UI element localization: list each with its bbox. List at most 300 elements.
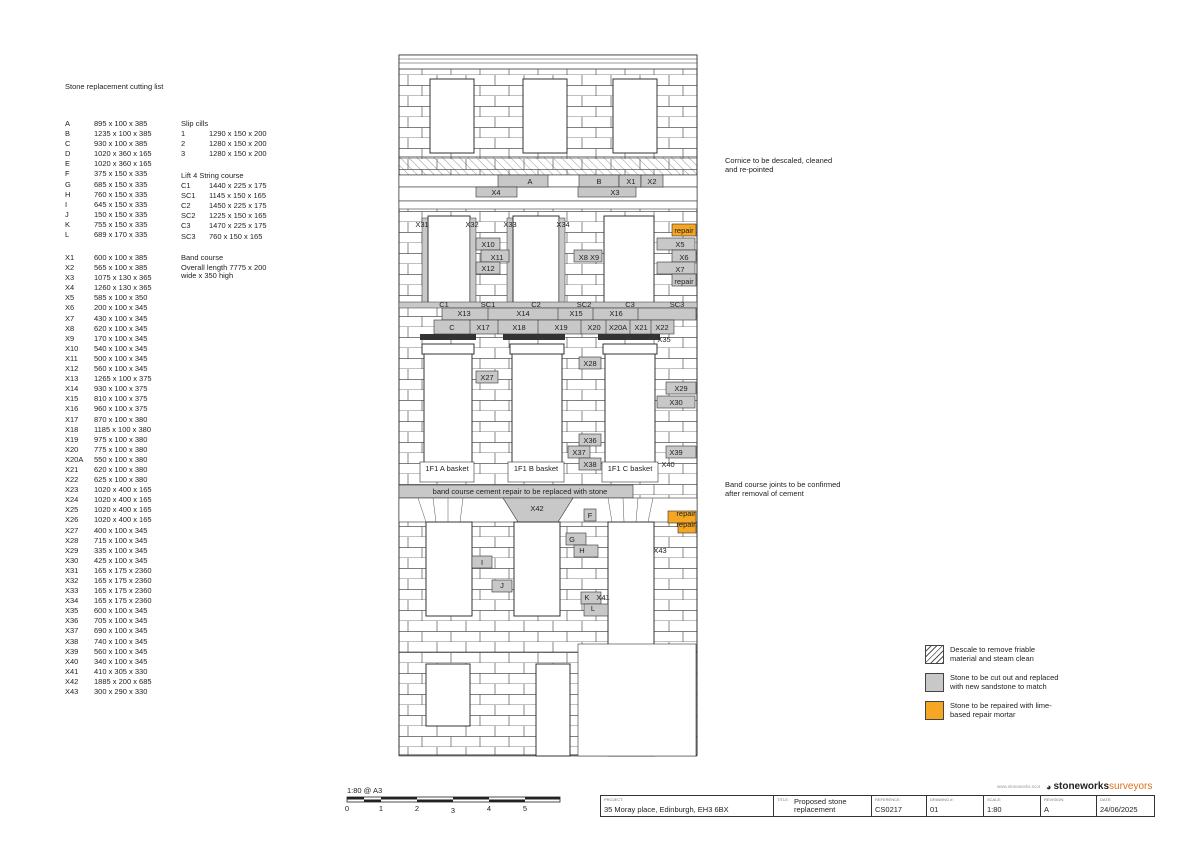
stone-size: 165 x 175 x 2360 — [94, 586, 152, 596]
label-repair-2: repair — [674, 277, 694, 286]
stone-id: X19 — [65, 434, 79, 444]
list-item — [65, 415, 152, 425]
list-item — [65, 526, 152, 536]
stone-id: X22 — [65, 475, 79, 485]
stone-id: SC1 — [181, 191, 196, 201]
list-item — [65, 576, 152, 586]
scale-tick-0: 0 — [344, 804, 350, 813]
stone-id: X20 — [65, 444, 79, 454]
list-item — [65, 200, 152, 210]
stone-id: D — [65, 149, 71, 159]
stone-id: X17 — [65, 414, 79, 424]
stone-size: 810 x 100 x 375 — [94, 394, 148, 404]
list-item — [65, 283, 152, 293]
list-item — [65, 354, 152, 364]
list-item — [65, 435, 152, 445]
list-item — [65, 394, 152, 404]
stone-size: 1145 x 150 x 165 — [209, 191, 266, 201]
stone-size: 625 x 100 x 380 — [94, 475, 148, 485]
stone-size: 1470 x 225 x 175 — [209, 221, 267, 231]
scale-tick-2: 2 — [414, 804, 420, 813]
stone-size: 685 x 150 x 335 — [94, 179, 148, 189]
label-band-note: band course cement repair to be replaced with stone — [432, 487, 608, 496]
label-c2: C2 — [531, 300, 541, 309]
list-item — [65, 374, 152, 384]
label-x29: X29 — [674, 384, 688, 393]
list-item — [65, 303, 152, 313]
stone-size: 895 x 100 x 385 — [94, 119, 148, 128]
band-course-line1: Overall length 7775 x 200 — [181, 263, 267, 273]
stone-id: X12 — [65, 364, 79, 374]
stone-size: 1020 x 400 x 165 — [94, 505, 152, 515]
stone-size: 1885 x 200 x 685 — [94, 676, 152, 686]
list-item — [181, 221, 267, 231]
stone-id: A — [65, 119, 71, 128]
label-l: L — [590, 604, 596, 613]
list-item — [65, 657, 152, 667]
label-sc1: SC1 — [480, 300, 496, 309]
stone-id: X4 — [65, 283, 75, 293]
stone-size: 1440 x 225 x 175 — [209, 181, 267, 191]
list-item — [65, 455, 152, 465]
stone-size: 1075 x 130 x 365 — [94, 273, 152, 283]
stone-size: 340 x 100 x 345 — [94, 656, 148, 666]
tb-drawing-value: 01 — [930, 805, 939, 814]
stone-id: X28 — [65, 535, 79, 545]
stone-id: X14 — [65, 384, 79, 394]
label-x3: X3 — [610, 188, 620, 197]
list-item — [65, 230, 152, 240]
stone-id: X23 — [65, 485, 79, 495]
stone-size: 1260 x 130 x 365 — [94, 283, 152, 293]
stone-id: X39 — [65, 646, 79, 656]
stone-id: X30 — [65, 555, 79, 565]
stone-id: X24 — [65, 495, 79, 505]
label-x10: X10 — [481, 240, 495, 249]
stone-size: 1290 x 150 x 200 — [209, 129, 267, 139]
label-x15: X15 — [569, 309, 583, 318]
stone-id: J — [65, 209, 69, 219]
list-item — [65, 314, 152, 324]
tb-title-value: Proposed stone replacement — [794, 797, 847, 814]
label-x34: X34 — [556, 220, 570, 229]
cornice-hatch — [399, 157, 697, 175]
orange-swatch — [925, 701, 944, 720]
list-item — [65, 465, 152, 475]
stone-size: 165 x 175 x 2360 — [94, 565, 152, 575]
stone-size: 930 x 100 x 385 — [94, 139, 148, 149]
label-sc2: SC2 — [576, 300, 592, 309]
label-b: B — [596, 177, 602, 186]
stone-id: X27 — [65, 525, 79, 535]
stone-size: 870 x 100 x 380 — [94, 414, 148, 424]
label-x1: X1 — [626, 177, 636, 186]
legend — [925, 645, 1070, 729]
tb-date: DATE: 24/06/2025 — [1100, 797, 1138, 814]
stone-id: X10 — [65, 343, 79, 353]
stone-id: C2 — [181, 201, 191, 211]
stone-id: X15 — [65, 394, 79, 404]
list-item — [65, 334, 152, 344]
stone-size: 300 x 290 x 330 — [94, 687, 148, 697]
stone-size: 1020 x 360 x 165 — [94, 159, 152, 169]
label-x5: X5 — [675, 240, 685, 249]
stone-size: 600 x 100 x 385 — [94, 253, 148, 262]
list-item — [65, 149, 152, 159]
stone-id: I — [65, 199, 68, 209]
list-item — [65, 263, 152, 273]
label-basket-a: 1F1 A basket — [425, 464, 469, 473]
stone-size: 755 x 150 x 335 — [94, 219, 148, 229]
list-item — [65, 677, 152, 687]
stone-size: 1235 x 100 x 385 — [94, 129, 152, 139]
list-item — [65, 637, 152, 647]
string-course-title: Lift 4 String course — [181, 171, 244, 180]
list-item — [65, 384, 152, 394]
list-item — [65, 566, 152, 576]
cutting-list-title: Stone replacement cutting list — [65, 82, 164, 91]
grey-swatch — [925, 673, 944, 692]
stone-size: 335 x 100 x 345 — [94, 545, 148, 555]
stone-size: 550 x 100 x 380 — [94, 454, 148, 464]
elevation-drawing — [398, 54, 700, 758]
list-item — [65, 596, 152, 606]
stone-id: X9 — [65, 333, 75, 343]
label-k: K — [584, 593, 590, 602]
top-cornice — [399, 55, 697, 69]
list-item — [65, 556, 152, 566]
stone-id: X31 — [65, 565, 79, 575]
stone-id: X41 — [65, 666, 79, 676]
window-top-1 — [430, 79, 474, 153]
band-course-line2: wide x 350 high — [181, 271, 234, 281]
legend-replace — [925, 673, 1070, 692]
stone-size: 1225 x 150 x 165 — [209, 211, 267, 221]
stone-size: 705 x 100 x 345 — [94, 616, 148, 626]
list-item — [65, 364, 152, 374]
list-item — [65, 515, 152, 525]
stone-id: SC3 — [181, 231, 196, 241]
brand-website: www.stoneworks.scot — [997, 784, 1041, 789]
stone-size: 1450 x 225 x 175 — [209, 201, 267, 211]
label-x16: X16 — [609, 309, 623, 318]
label-x39: X39 — [669, 448, 683, 457]
list-item — [181, 232, 267, 242]
stone-size: 975 x 100 x 380 — [94, 434, 148, 444]
stone-size: 740 x 100 x 345 — [94, 636, 148, 646]
stone-size: 1020 x 400 x 165 — [94, 485, 152, 495]
label-repair-1: repair — [674, 226, 694, 235]
tb-title: TITLE: Proposed stone replacement — [774, 796, 872, 816]
list-item — [65, 626, 152, 636]
list-item — [65, 687, 152, 697]
list-item — [65, 616, 152, 626]
list-item — [65, 536, 152, 546]
label-i: I — [480, 558, 484, 567]
list-item — [65, 253, 152, 263]
list-item — [181, 149, 267, 159]
stone-size: 430 x 100 x 345 — [94, 313, 148, 323]
stone-id: X42 — [65, 676, 79, 686]
label-x35: X35 — [657, 335, 671, 344]
stone-size: 585 x 100 x 350 — [94, 293, 148, 303]
band-course-title: Band course — [181, 253, 224, 262]
legend-descale-text: Descale to remove friable material and steam clean — [950, 645, 1036, 663]
stone-size: 375 x 150 x 335 — [94, 169, 148, 179]
stone-size: 1265 x 100 x 375 — [94, 374, 152, 384]
scale-label: 1:80 @ A3 — [347, 786, 383, 795]
stone-id: X33 — [65, 586, 79, 596]
slip-cills-section — [181, 119, 267, 159]
label-sc3: SC3 — [669, 300, 685, 309]
scale-tick-4: 4 — [486, 804, 492, 813]
stone-size: 760 x 150 x 165 — [209, 231, 263, 241]
legend-repair — [925, 701, 1070, 720]
stone-id: X3 — [65, 273, 75, 283]
legend-repair-text: Stone to be repaired with lime- based repair mortar — [950, 701, 1052, 719]
list-item — [65, 647, 152, 657]
list-item — [65, 505, 152, 515]
stone-id: B — [65, 129, 71, 139]
stone-id: C1 — [181, 181, 191, 191]
band-course-note: Band course joints to be confirmed after removal of cement — [725, 480, 841, 498]
label-x31: X31 — [415, 220, 429, 229]
list-item — [65, 485, 152, 495]
stone-size: 565 x 100 x 385 — [94, 263, 148, 273]
window-top-3 — [613, 79, 657, 153]
stone-size: 560 x 100 x 345 — [94, 646, 148, 656]
list-item — [65, 293, 152, 303]
stone-size: 930 x 100 x 375 — [94, 384, 148, 394]
label-x19: X19 — [554, 323, 568, 332]
stone-size: 620 x 100 x 380 — [94, 464, 148, 474]
label-x22: X22 — [655, 323, 669, 332]
stone-size: 775 x 100 x 380 — [94, 444, 148, 454]
label-x43: X43 — [653, 546, 667, 555]
cornice-note: Cornice to be descaled, cleaned and re-pointed — [725, 156, 833, 174]
stones-list — [65, 119, 152, 240]
scale-tick-1: 1 — [378, 804, 384, 813]
stone-id: X16 — [65, 404, 79, 414]
label-x18: X18 — [512, 323, 526, 332]
stone-id: 1 — [181, 129, 186, 139]
label-x40: X40 — [661, 460, 675, 469]
stone-size: 1185 x 100 x 380 — [94, 424, 151, 434]
stone-size: 1020 x 400 x 165 — [94, 515, 152, 525]
stone-size: 150 x 150 x 335 — [94, 209, 148, 219]
label-x11: X11 — [490, 253, 504, 262]
stone-id: X25 — [65, 505, 79, 515]
label-x41: X41 — [596, 593, 610, 602]
stone-size: 400 x 100 x 345 — [94, 525, 148, 535]
list-item — [65, 425, 152, 435]
stone-id: F — [65, 169, 70, 179]
stone-id: X21 — [65, 464, 79, 474]
label-h: H — [579, 546, 585, 555]
label-x20: X20 — [587, 323, 601, 332]
list-item — [181, 201, 267, 211]
stone-size: 425 x 100 x 345 — [94, 555, 148, 565]
label-repair-3: repair — [676, 509, 696, 518]
list-item — [181, 129, 267, 139]
label-a: A — [527, 177, 533, 186]
list-item — [65, 190, 152, 200]
scale-bar — [344, 796, 564, 816]
list-item — [181, 139, 267, 149]
stone-size: 715 x 100 x 345 — [94, 535, 148, 545]
list-item — [65, 273, 152, 283]
tb-project: PROJECT: 35 Moray place, Edinburgh, EH3 6BX — [601, 796, 774, 816]
label-x6: X6 — [679, 253, 689, 262]
stone-id: X32 — [65, 576, 79, 585]
label-x14: X14 — [516, 309, 530, 318]
stone-size: 645 x 150 x 335 — [94, 199, 148, 209]
label-x33: X33 — [503, 220, 517, 229]
tb-reference-value: CS0217 — [875, 805, 903, 814]
brand-name: stoneworks — [1053, 781, 1110, 792]
stone-id: X7 — [65, 313, 75, 323]
label-c3: C3 — [625, 300, 635, 309]
list-item — [65, 404, 152, 414]
label-basket-c: 1F1 C basket — [607, 464, 653, 473]
legend-descale — [925, 645, 1070, 664]
label-x36: X36 — [583, 436, 597, 445]
tb-revision-value: A — [1044, 805, 1050, 814]
stone-size: 690 x 100 x 345 — [94, 626, 148, 636]
list-item — [65, 495, 152, 505]
x-stones-list — [65, 253, 152, 697]
stone-size: 200 x 100 x 345 — [94, 303, 148, 313]
label-x30: X30 — [669, 398, 683, 407]
tb-scale-value: 1:80 — [987, 805, 1002, 814]
label-c: C — [449, 323, 455, 332]
label-j: J — [500, 581, 504, 590]
window-top-2 — [523, 79, 567, 153]
label-x2: X2 — [647, 177, 657, 186]
label-x38: X38 — [583, 460, 597, 469]
stone-id: X18 — [65, 424, 79, 434]
list-item — [65, 546, 152, 556]
stone-id: 2 — [181, 139, 186, 149]
stone-id: X11 — [65, 353, 78, 363]
stone-id: X8 — [65, 323, 75, 333]
stone-size: 540 x 100 x 345 — [94, 343, 148, 353]
tb-project-value: 35 Moray place, Edinburgh, EH3 6BX — [604, 805, 729, 814]
label-x27: X27 — [480, 373, 494, 382]
title-block — [600, 795, 1155, 817]
stone-size: 689 x 170 x 335 — [94, 230, 148, 240]
stone-id: X26 — [65, 515, 79, 525]
stone-size: 1020 x 400 x 165 — [94, 495, 152, 505]
brand — [997, 781, 1152, 792]
stone-id: X43 — [65, 687, 79, 697]
stone-id: C3 — [181, 221, 191, 231]
stone-id: 3 — [181, 149, 186, 159]
stone-size: 165 x 175 x 2360 — [94, 596, 152, 606]
list-item — [65, 139, 152, 149]
tb-scale: SCALE: 1:80 — [984, 796, 1041, 816]
list-item — [65, 220, 152, 230]
stone-size: 1280 x 150 x 200 — [209, 139, 267, 149]
tb-revision: REVISION: A — [1041, 796, 1097, 816]
list-item — [181, 191, 267, 201]
string-course-section — [181, 171, 267, 242]
stone-id: X2 — [65, 263, 75, 273]
stone-size: 620 x 100 x 345 — [94, 323, 148, 333]
list-item — [65, 324, 152, 334]
stone-id: X5 — [65, 293, 75, 303]
label-g: G — [569, 535, 575, 544]
list-item — [65, 169, 152, 179]
scale-tick-5: 5 — [522, 804, 528, 813]
stone-size: 600 x 100 x 345 — [94, 606, 148, 616]
stone-size: 170 x 100 x 345 — [94, 333, 148, 343]
stone-id: SC2 — [181, 211, 196, 221]
tb-date-value: 24/06/2025 — [1100, 805, 1138, 814]
label-x12: X12 — [481, 264, 495, 273]
label-x8-x9: X8 X9 — [578, 253, 600, 262]
stone-id: E — [65, 159, 71, 169]
list-item — [65, 129, 152, 139]
stone-id: X13 — [65, 374, 79, 384]
tb-drawing: DRAWING #: 01 — [927, 796, 984, 816]
list-item — [65, 667, 152, 677]
stone-id: X34 — [65, 596, 79, 606]
stone-size: 410 x 305 x 330 — [94, 666, 148, 676]
list-item — [65, 475, 152, 485]
stone-id: X20A — [65, 454, 84, 464]
stone-id: K — [65, 219, 71, 229]
hatch-swatch — [925, 645, 944, 664]
label-f: F — [587, 511, 593, 520]
list-item — [65, 119, 152, 129]
scale-tick-3: 3 — [450, 806, 456, 815]
list-item — [65, 586, 152, 596]
stone-id: X36 — [65, 616, 79, 626]
label-x28: X28 — [583, 359, 597, 368]
stone-id: C — [65, 139, 71, 149]
label-x21: X21 — [634, 323, 648, 332]
stone-size: 960 x 100 x 375 — [94, 404, 148, 414]
tb-reference: REFERENCE: CS0217 — [872, 796, 927, 816]
stone-size: 1020 x 360 x 165 — [94, 149, 152, 159]
stone-id: L — [65, 230, 70, 240]
list-item — [65, 606, 152, 616]
label-x7: X7 — [675, 265, 685, 274]
legend-replace-text: Stone to be cut out and replaced with new sandstone to match — [950, 673, 1059, 691]
stone-size: 760 x 150 x 335 — [94, 189, 148, 199]
stone-size: 1280 x 150 x 200 — [209, 149, 267, 159]
stone-size: 165 x 175 x 2360 — [94, 576, 152, 585]
list-item — [181, 181, 267, 191]
brand-logo-icon: ◕ — [1046, 781, 1052, 792]
stone-id: X29 — [65, 545, 79, 555]
stone-id: X1 — [65, 253, 75, 262]
stone-size: 500 x 100 x 345 — [94, 353, 148, 363]
stone-size: 560 x 100 x 345 — [94, 364, 148, 374]
stone-id: X38 — [65, 636, 79, 646]
label-x4: X4 — [491, 188, 501, 197]
stone-id: X40 — [65, 656, 79, 666]
brand-suffix: surveyors — [1109, 781, 1153, 792]
label-x20a: X20A — [608, 323, 628, 332]
list-item — [181, 211, 267, 221]
label-c1: C1 — [439, 300, 449, 309]
list-item — [65, 344, 152, 354]
label-basket-b: 1F1 B basket — [513, 464, 559, 473]
stone-id: X35 — [65, 606, 79, 616]
label-x13: X13 — [457, 309, 471, 318]
